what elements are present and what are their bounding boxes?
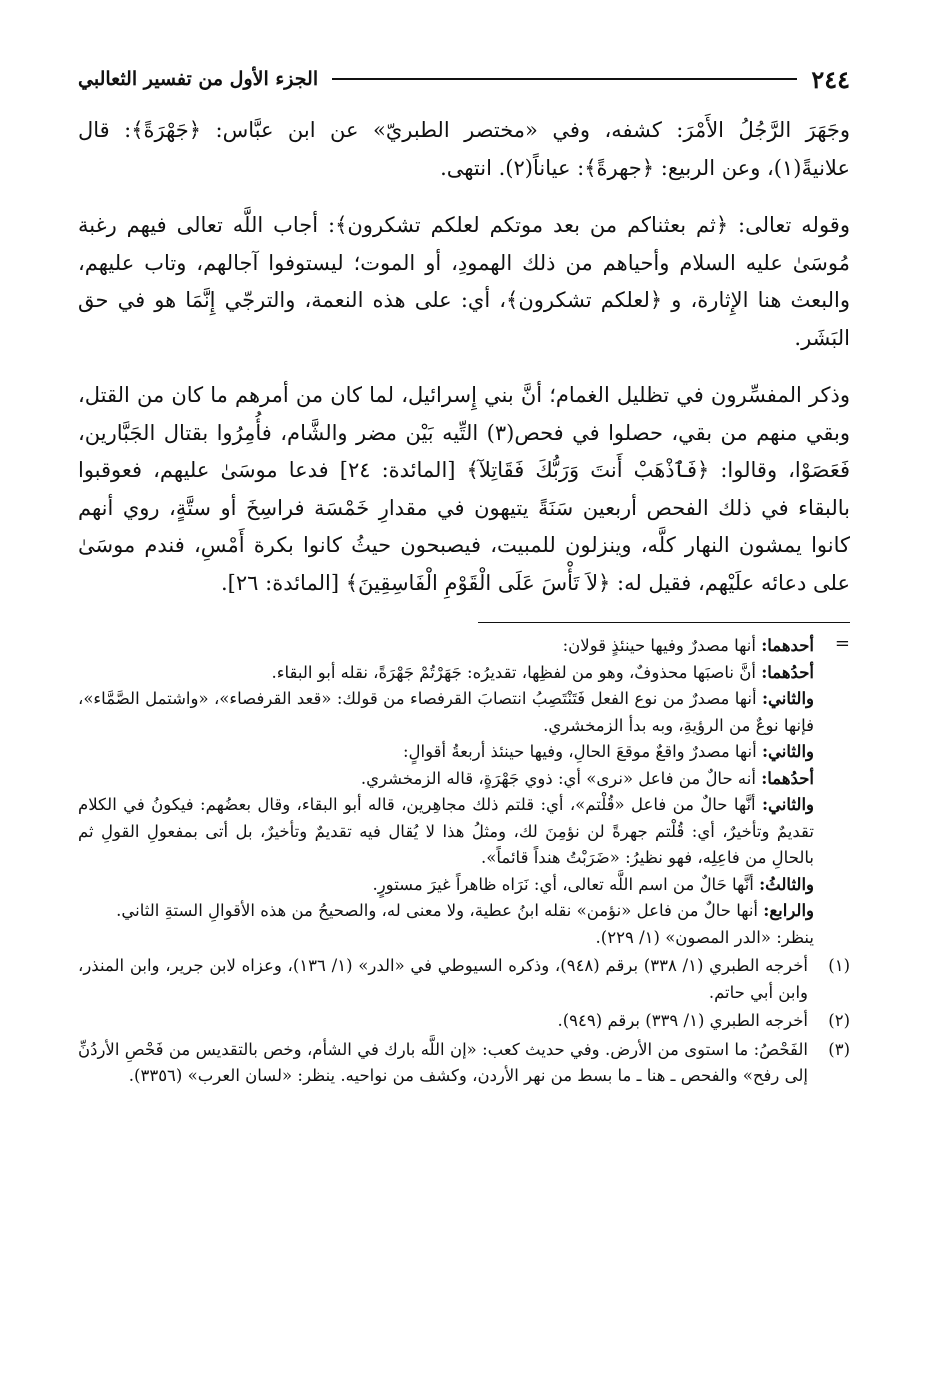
footnote-line	[78, 633, 814, 660]
footnote-continuation	[78, 633, 850, 951]
footnote-line-text: أنها مصدرٌ واقعٌ موقعَ الحالِ، وفيها حينئذ أربعةُ أقوالٍ:	[402, 742, 762, 761]
footnote-line	[78, 792, 814, 872]
footnote-line-lead: والثاني:	[761, 689, 814, 708]
footnote-2	[78, 1008, 850, 1035]
footnote-number: (٢)	[828, 1011, 850, 1030]
body-paragraph: وذكر المفسِّرون في تظليل الغمام؛ أنَّ بني إِسرائيل، لما كان من أمرهم ما كان من القتل، وبقي منهم من بقي، حصلوا في فحص(٣) التِّيه بَيْن مضر والشَّام، فأُمِرُوا بقتال الجَبَّارين، فَعَصَوْا، وقالوا: ﴿فَٱذْهَبْ أَنتَ وَرَبُّكَ فَقَاتِلآ﴾ [المائدة: ٢٤] فدعا موسَىٰ عليهم، فعوقبوا بالبقاء في ذلك الفحص أربعين سَنَةً يتيهون في مقدارِ خَمْسَة فراسِخَ أو ستَّةٍ، روي أنهم كانوا يمشون النهار كلَّه، وينزلون للمبيت، فيصبحون حيثُ كانوا بكرة أَمْسِ، فندم موسَىٰ على دعائه علَيْهم، فقيل له: ﴿لاَ تَأْسَ عَلَى الْقَوْمِ الْفَاسِقِينَ﴾ [المائدة: ٢٦].	[78, 383, 850, 595]
continuation-mark: =	[834, 633, 850, 654]
footnote-line	[78, 898, 814, 925]
footnote-line	[78, 660, 814, 687]
footnote-reference-line	[78, 925, 814, 952]
footnote-line	[78, 739, 814, 766]
footnote-line-text: أنها مصدرٌ من نوع الفعل فَتَنْتَصِبُ انتصابَ القرفصاء من قولك: «قعد القرفصاء»، «واشتمل الصَّمَّاء»، فإنها نوعٌ من الرؤيةِ، وبه بدأ الزمخشري.	[78, 689, 814, 735]
footnote-line	[78, 872, 814, 899]
footnote-number: (٣)	[828, 1039, 850, 1059]
footnote-line-text: أنها مصدرٌ وفيها حينئذٍ قولان:	[562, 636, 762, 655]
page	[78, 56, 850, 1090]
footnote-line-lead: والرابع:	[763, 901, 814, 920]
footnote-line-lead: أحدهما:	[761, 636, 814, 655]
body-paragraph: وجَهَرَ الرَّجُلُ الأَمْرَ: كشفه، وفي «مختصر الطبريّ» عن ابن عبَّاس: ﴿جَهْرَةً﴾: قال علانيةً(١)، وعن الربيع: ﴿جهرةً﴾: عياناً(٢). انتهى.	[78, 118, 850, 180]
running-title: الجزء الأول من تفسير الثعالبي	[78, 68, 319, 90]
footnote-number: (١)	[828, 956, 850, 975]
footnote-line-text: أنَّها حالٌ من فاعل «قُلْتم»، أي: قلتم ذلك مجاهِرين، قاله أبو البقاء، وقال بعضُهم: فيكونُ في الكلام تقديمٌ وتأخيرٌ، أي: قُلْتم جهرةً لن نؤمِنَ لك، ومثلُ هذا لا يُقال فيه تقديمٌ وتأخيرٌ، بل أتى بمفعولِ القولِ ثم بالحالِ من فاعِلِه، فهو نظيرُ: «ضَرَبْتُ هنداً قائماً».	[78, 795, 814, 867]
footnote-text: الفَحْصُ: ما استوى من الأرض. وفي حديث كعب: «إن اللَّه بارك في الشأم، وخص بالتقديس من فَحْصِ الأردُنِّ إلى رفح» والفحص ـ هنا ـ ما بسط من نهر الأردن، وكشف من نواحيه. ينظر: «لسان العرب» (٣٣٥٦).	[78, 1039, 808, 1085]
footnote-separator	[478, 622, 850, 623]
footnote-line-text: أنَّها حَالٌ من اسم اللَّه تعالى، أي: نَرَاه ظاهراً غيرَ مستورٍ.	[372, 874, 760, 894]
footnote-line	[78, 686, 814, 739]
header-rule	[332, 78, 797, 80]
footnote-line-lead: والثاني:	[761, 795, 814, 814]
footnote-line	[78, 766, 814, 793]
footnote-line-text: أنها حالٌ من فاعل «نؤمن» نقله ابنُ عطية، ولا معنى له، والصحيحُ من هذه الأقوالِ الستةِ الثاني.	[116, 901, 764, 920]
footnote-line-lead: والثالثُ:	[759, 874, 814, 894]
footnote-line-text: أنَّ ناصبَها محذوفٌ، وهو من لفظِها، تقديرُه: جَهَرْتُمْ جَهْرَةً، نقله أبو البقاء.	[271, 662, 762, 682]
body-paragraph: وقوله تعالى: ﴿ثم بعثناكم من بعد موتكم لعلكم تشكرون﴾: أجاب اللَّه تعالى فيهم رغبة مُوسَىٰ عليه السلام وأحياهم من ذلك الهمودِ، أو الموت؛ ليستوفوا آجالهم، وتاب عليهم، والبعث هنا الإِثارة، و ﴿لعلكم تشكرون﴾، أي: على هذه النعمة، والترجّي إِنَّمَا هو في حق البَشَر.	[78, 213, 850, 350]
footnote-line-lead: أحدُهما:	[761, 768, 814, 788]
footnote-line-text: ينظر: «الدر المصون» (١/ ٢٢٩).	[595, 927, 814, 947]
footnote-1	[78, 953, 850, 1006]
page-header	[78, 56, 850, 102]
footnote-line-lead: أحدُهما:	[761, 662, 814, 682]
body-text	[78, 112, 850, 602]
footnote-text: أخرجه الطبري (١/ ٣٣٩) برقم (٩٤٩).	[557, 1011, 808, 1030]
footnote-line-text: أنه حالٌ من فاعل «نرى» أي: ذوي جَهْرَةٍ، قاله الزمخشري.	[360, 768, 762, 788]
page-number: ٢٤٤	[811, 64, 850, 94]
footnote-line-lead: والثاني:	[761, 742, 814, 761]
footnote-3	[78, 1037, 850, 1090]
footnote-text: أخرجه الطبري (١/ ٣٣٨) برقم (٩٤٨)، وذكره السيوطي في «الدر» (١/ ١٣٦)، وعزاه لابن جرير، وابن المنذر، وابن أبي حاتم.	[78, 956, 808, 1002]
